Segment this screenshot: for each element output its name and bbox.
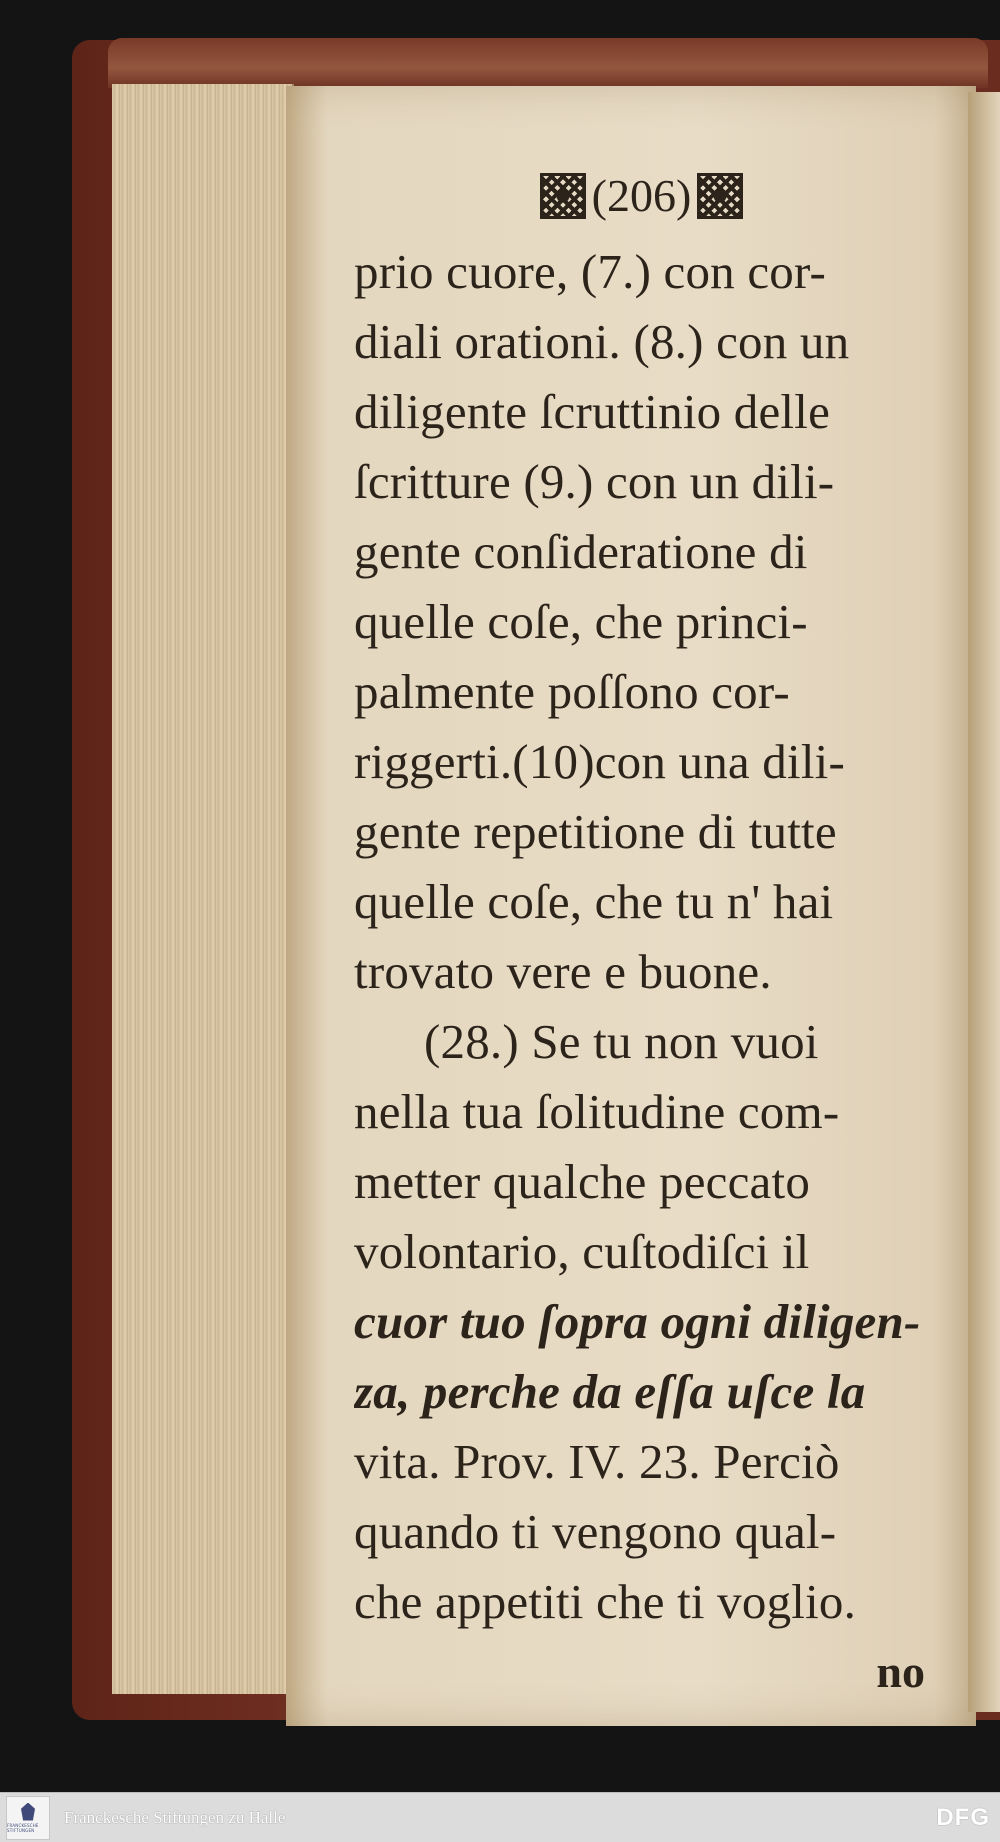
text-line: diali orationi. (8.) con un [354,314,850,369]
institution-name: Franckesche Stiftungen zu Halle [64,1807,286,1827]
text-line: gente repetitione di tutte [354,804,837,859]
right-ornament-icon [697,173,743,219]
page-header [354,165,929,227]
text-line: vita. Prov. IV. 23. Perciò [354,1434,840,1489]
text-line: nella tua ſolitudine com- [354,1084,840,1139]
book-cover-top-edge [108,38,988,88]
text-line: quelle coſe, che tu n' hai [354,874,834,929]
text-line: metter qualche peccato [354,1154,811,1209]
text-line: (28.) Se tu non vuoi [424,1014,819,1069]
text-line: trovato vere e buone. [354,944,772,999]
text-line: diligente ſcruttinio delle [354,384,831,439]
text-line: za, perche da eſſa uſce la [354,1364,866,1419]
text-line: quando ti vengono qual- [354,1504,837,1559]
left-ornament-icon [540,173,586,219]
text-line: riggerti.(10)con una dili- [354,734,845,789]
catchword: no [876,1646,925,1697]
institution-logo-icon [21,1803,35,1821]
text-line: prio cuore, (7.) con cor- [354,244,827,299]
text-line: ſcritture (9.) con un dili- [354,454,835,509]
page-number: (206) [591,170,692,221]
facing-page-edge [968,92,1000,1712]
text-line: quelle coſe, che princi- [354,594,808,649]
viewer-footer [0,1792,1000,1842]
text-line: gente conſideratione di [354,524,808,579]
page-fore-edge [112,84,294,1694]
text-line: cuor tuo ſopra ogni diligen- [354,1294,921,1349]
text-line: palmente poſſono cor- [354,664,790,719]
text-line: che appetiti che ti voglio. [354,1574,857,1629]
text-lines [354,237,929,1637]
institution-logo [6,1796,50,1840]
page-text-block [354,165,929,1707]
funder-logo: DFG [936,1803,990,1831]
text-line: volontario, cuſtodiſci il [354,1224,810,1279]
institution-logo-text: FRANCKESCHE STIFTUNGEN [7,1822,39,1833]
